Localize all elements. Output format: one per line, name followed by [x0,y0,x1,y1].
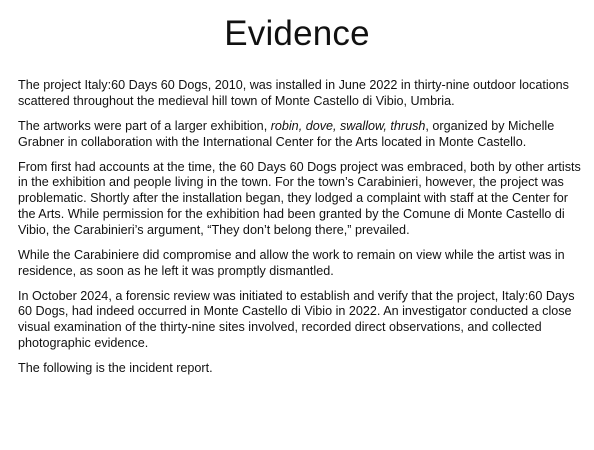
paragraph-exhibition-tail: , organized by Michelle Grabner in collaboration with the International Center for the Arts located in Monte Castello. [18,118,555,149]
body-text [18,78,586,386]
paragraph-forensic-review: In October 2024, a forensic review was initiated to establish and verify that the project, Italy:60 Days 60 Dogs, had indeed occurred in Monte Castello di Vibio in 2022. An investigator conducted a close visual examination of the thirty-nine sites involved, recorded direct observations, and collected photographic evidence. [18,288,575,350]
exhibition-title: robin, dove, swallow, thrush [270,118,426,133]
paragraph-accounts: From first had accounts at the time, the 60 Days 60 Dogs project was embraced, both by other artists in the exhibition and people living in the town. For the town’s Carabinieri, however, the project was problematic. Shortly after the installation began, they lodged a complaint with staff at the Center for the Arts. While permission for the exhibition had been granted by the Comune di Monte Castello di Vibio, the Carabinieri’s argument, “They don’t belong there,” prevailed. [18,159,581,237]
paragraph-incident-report: The following is the incident report. [18,360,213,375]
paragraph-installation: The project Italy:60 Days 60 Dogs, 2010, was installed in June 2022 in thirty-nine outdoor locations scattered throughout the medieval hill town of Monte Castello di Vibio, Umbria. [18,78,569,108]
paragraph-compromise: While the Carabiniere did compromise and allow the work to remain on view while the artist was in residence, as soon as he left it was promptly dismantled. [18,247,565,278]
page-title: Evidence [224,14,370,53]
paragraph-exhibition [18,119,586,151]
paragraph-exhibition-lead: The artworks were part of a larger exhibition, [18,118,271,133]
